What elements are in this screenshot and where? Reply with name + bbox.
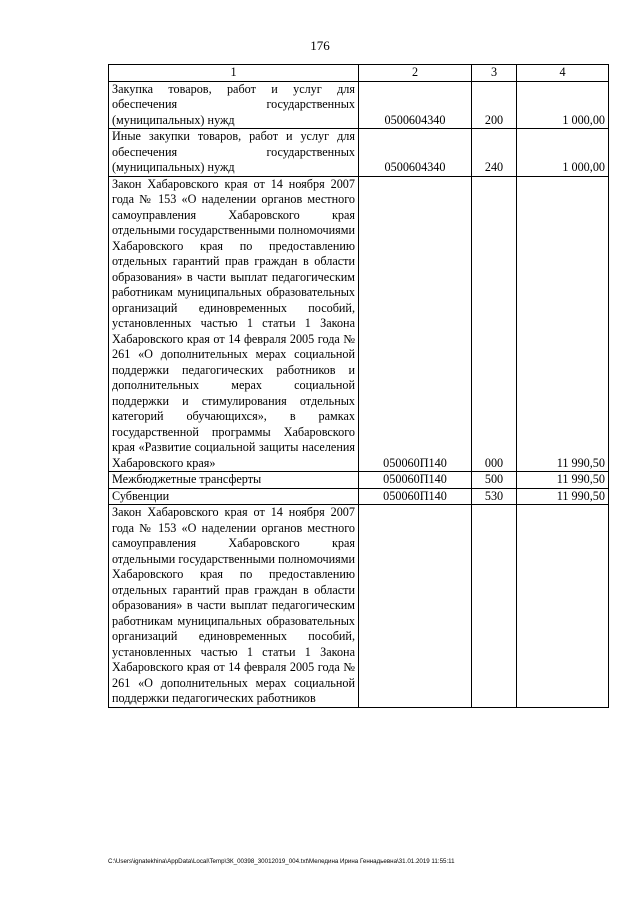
- table-row: [109, 472, 609, 489]
- table-row: [109, 81, 609, 129]
- file-path-footer: C:\Users\ignatekhina\AppData\Local\Temp\ЗК_00398_30012019_004.txt\Меледина Ирина Геннадьевна\31.01.2019 11:55:11: [108, 858, 455, 865]
- row-name: Закупка товаров, работ и услуг для обеспечения государственных (муниципальных) нужд: [109, 81, 359, 129]
- row-kind: 240: [472, 129, 517, 177]
- row-name: Иные закупки товаров, работ и услуг для обеспечения государственных (муниципальных) нужд: [109, 129, 359, 177]
- row-kind: 200: [472, 81, 517, 129]
- row-amount: 11 990,50: [517, 472, 609, 489]
- table-row: [109, 505, 609, 708]
- row-name: Субвенции: [109, 488, 359, 505]
- table-row: [109, 129, 609, 177]
- row-kind: 530: [472, 488, 517, 505]
- row-code: 050060П140: [359, 472, 472, 489]
- table-row: [109, 488, 609, 505]
- row-code: 050060П140: [359, 488, 472, 505]
- row-amount: 11 990,50: [517, 488, 609, 505]
- row-amount: 11 990,50: [517, 176, 609, 472]
- row-amount: 1 000,00: [517, 129, 609, 177]
- row-kind: 500: [472, 472, 517, 489]
- table-row: [109, 176, 609, 472]
- row-code: 0500604340: [359, 81, 472, 129]
- column-header-amount: 4: [517, 65, 609, 82]
- column-header-name: 1: [109, 65, 359, 82]
- row-code: 0500604340: [359, 129, 472, 177]
- column-header-code: 2: [359, 65, 472, 82]
- row-code: [359, 505, 472, 708]
- table-header-row: [109, 65, 609, 82]
- row-amount: 1 000,00: [517, 81, 609, 129]
- row-name: Закон Хабаровского края от 14 ноября 2007 года № 153 «О наделении органов местного самоуправления Хабаровского края отдельными государственными полномочиями Хабаровского края по предоставлению отдельных гарантий прав граждан в области образования» в части выплат педагогическим работникам муниципальных образовательных организаций единовременных пособий, установленных частью 1 статьи 1 Закона Хабаровского края от 14 февраля 2005 года № 261 «О дополнительных мерах социальной поддержки педагогических работников и дополнительных мерах социальной поддержки и стимулирования отдельных категорий обучающихся», в рамках государственной программы Хабаровского края «Развитие социальной защиты населения Хабаровского края»: [109, 176, 359, 472]
- page-number: 176: [310, 38, 330, 53]
- row-amount: [517, 505, 609, 708]
- column-header-kind: 3: [472, 65, 517, 82]
- row-kind: 000: [472, 176, 517, 472]
- row-code: 050060П140: [359, 176, 472, 472]
- row-name: Закон Хабаровского края от 14 ноября 2007 года № 153 «О наделении органов местного самоуправления Хабаровского края отдельными государственными полномочиями Хабаровского края по предоставлению отдельных гарантий прав граждан в области образования» в части выплат педагогическим работникам муниципальных образовательных организаций единовременных пособий, установленных частью 1 статьи 1 Закона Хабаровского края от 14 февраля 2005 года № 261 «О дополнительных мерах социальной поддержки педагогических работников: [109, 505, 359, 708]
- budget-table: [108, 64, 609, 708]
- row-name: Межбюджетные трансферты: [109, 472, 359, 489]
- row-kind: [472, 505, 517, 708]
